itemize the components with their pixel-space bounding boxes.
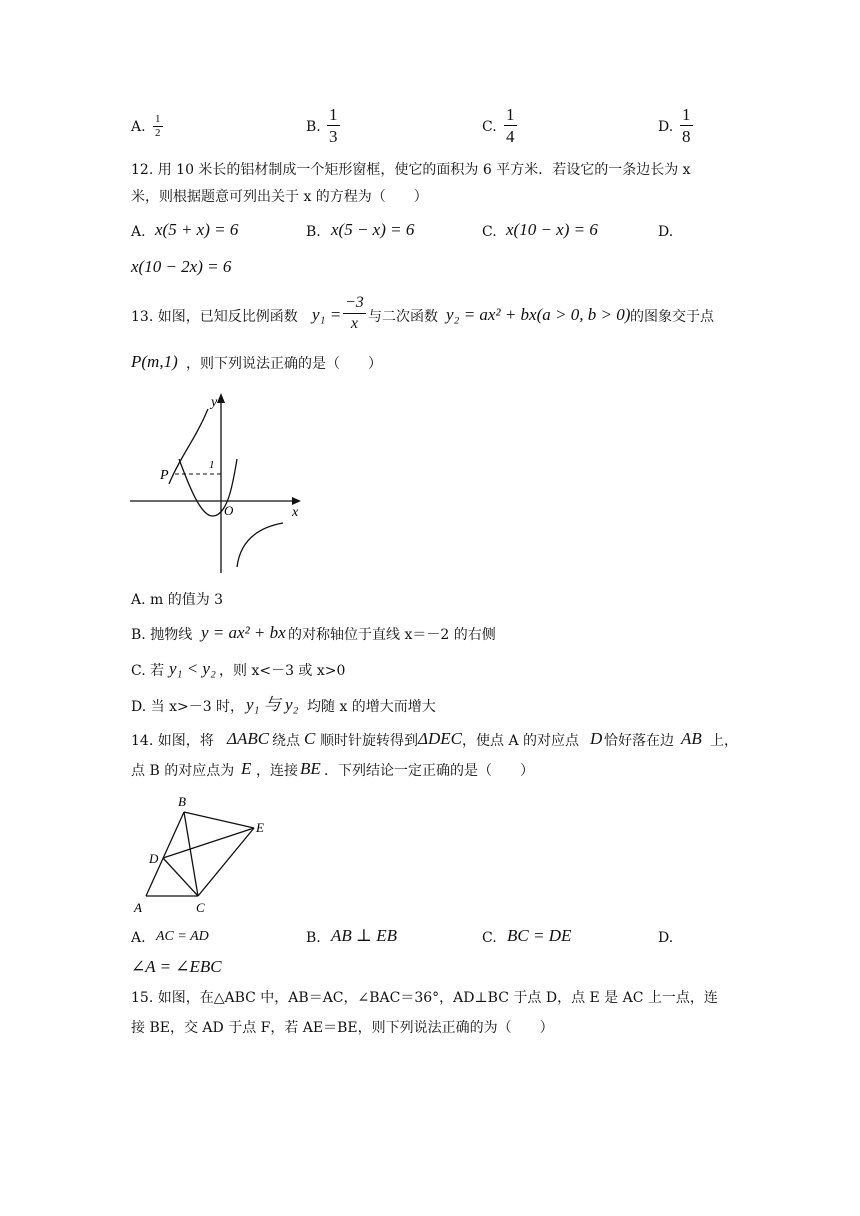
q14-stem-part5: 恰好落在边: [604, 733, 674, 749]
vertex-a-label: A: [134, 900, 142, 915]
vertex-e-label: E: [256, 820, 264, 835]
q12-option-a-label: A.: [131, 224, 146, 240]
segment-de: [163, 828, 254, 858]
q15-stem-line2: 接 BE，交 AD 于点 F，若 AE＝BE，则下列说法正确的为（ ）: [131, 1020, 554, 1036]
q11-option-d-label: D.: [658, 119, 674, 135]
q13-function-graph: [125, 385, 315, 580]
q11-d-numerator: 1: [682, 105, 691, 124]
q11-option-b-fraction: [327, 104, 340, 147]
q11-option-c-label: C.: [482, 119, 497, 135]
q13-fraction-numerator: −3: [343, 293, 366, 314]
q13-option-d-math: y₁ 与 y₂: [246, 695, 299, 714]
q13-option-c-math: y₁ < y₂: [169, 659, 216, 678]
tick-one-label: 1: [209, 459, 215, 471]
q13-y1-label: y₁ =: [312, 305, 342, 324]
vertex-c-label: C: [196, 900, 205, 915]
q13-stem-post: 的图象交于点: [630, 309, 714, 325]
q11-option-b-label: B.: [306, 119, 321, 135]
q14-point-d: D: [590, 729, 603, 748]
segment-ec: [198, 828, 254, 896]
q14-stem-part6: 上，: [710, 733, 738, 749]
q13-option-b-math: y = ax² + bx: [201, 623, 286, 642]
q12-stem-line2: 米，则根据题意可列出关于 x 的方程为（ ）: [131, 189, 428, 205]
q14-stem-line2-part2: ，连接: [256, 763, 298, 779]
q13-fraction-denominator: x: [350, 315, 358, 332]
q14-option-c-equation: BC = DE: [507, 926, 572, 945]
q14-option-a-equation: AC = AD: [156, 929, 209, 944]
q13-option-c-suffix: ，则 x<－3 或 x>0: [219, 663, 346, 679]
vertex-b-label: B: [178, 794, 186, 809]
q13-stem-line2: ，则下列说法正确的是（ ）: [186, 356, 382, 372]
q14-stem-part4: ，使点 A 的对应点: [462, 733, 580, 749]
q12-option-a-equation: x(5 + x) = 6: [155, 220, 239, 239]
y-axis-arrow-icon: [217, 393, 225, 403]
q11-b-numerator: 1: [329, 105, 338, 124]
q12-option-c-label: C.: [482, 224, 497, 240]
q14-option-b-label: B.: [306, 930, 321, 946]
q12-option-b-label: B.: [306, 224, 321, 240]
q14-segment-be: BE: [300, 759, 321, 778]
q11-c-numerator: 1: [506, 105, 515, 124]
q12-option-b-equation: x(5 − x) = 6: [331, 220, 415, 239]
q14-triangle-dec: ΔDEC: [418, 729, 462, 748]
segment-be: [184, 812, 254, 828]
q14-triangle-abc: ΔABC: [227, 729, 270, 748]
q13-option-b-suffix: 的对称轴位于直线 x＝－2 的右侧: [288, 627, 496, 643]
q14-point-c: C: [304, 729, 316, 748]
q14-stem-line2-part3: ．下列结论一定正确的是（ ）: [324, 763, 534, 779]
q11-b-denominator: 3: [329, 127, 338, 146]
q14-option-a-label: A.: [131, 930, 146, 946]
q13-stem-prefix: 13. 如图，已知反比例函数: [131, 309, 298, 325]
q11-option-a-label: A.: [131, 119, 146, 135]
q12-option-d-label: D.: [658, 224, 674, 240]
y-axis-label: y: [211, 395, 218, 410]
q12-option-c-equation: x(10 − x) = 6: [506, 220, 598, 239]
q11-a-denominator: 2: [155, 127, 161, 139]
q11-option-c-fraction: [504, 104, 517, 147]
q14-option-d-label: D.: [658, 930, 674, 946]
q13-option-a: A. m 的值为 3: [131, 592, 224, 608]
q14-stem-part1: 14. 如图，将: [131, 733, 214, 749]
q14-option-b-equation: AB ⊥ EB: [331, 926, 398, 945]
q15-stem-line1: 15. 如图，在△ABC 中，AB＝AC，∠BAC＝36°，AD⊥BC 于点 D，点 E 是 AC 上一点，连: [131, 990, 718, 1006]
point-p-label: P: [160, 468, 169, 483]
vertex-d-label: D: [149, 851, 159, 866]
hyperbola-left-branch: [169, 409, 208, 484]
x-axis-arrow-icon: [292, 497, 301, 505]
q11-c-denominator: 4: [506, 127, 515, 146]
q13-quadratic: y₂ = ax² + bx(a > 0, b > 0): [446, 305, 631, 324]
q13-point-p: P(m,1): [131, 352, 178, 371]
q14-segment-ab: AB: [681, 729, 702, 748]
q14-stem-part3: 顺时针旋转得到: [320, 733, 418, 749]
q13-inverse-fraction: [343, 293, 366, 334]
q14-rotation-figure: [130, 790, 280, 920]
q11-d-denominator: 8: [682, 127, 691, 146]
x-axis-label: x: [292, 505, 299, 520]
q12-stem-line1: 12. 用 10 米长的铝材制成一个矩形窗框，使它的面积为 6 平方米．若设它的一条边长为 x: [131, 162, 691, 178]
q13-option-b-prefix: B. 抛物线: [131, 627, 193, 643]
origin-label: O: [224, 503, 234, 518]
q11-option-a-fraction: [153, 113, 163, 140]
q14-stem-part2: 绕点: [272, 733, 300, 749]
q13-option-c-prefix: C. 若: [131, 663, 165, 679]
q14-option-d-equation: ∠A = ∠EBC: [131, 957, 222, 976]
q14-stem-line2-part1: 点 B 的对应点为: [131, 763, 235, 779]
q11-a-numerator: 1: [155, 113, 161, 125]
hyperbola-right-branch: [237, 523, 283, 567]
q12-option-d-equation: x(10 − 2x) = 6: [131, 257, 232, 276]
q13-option-d-suffix: 均随 x 的增大而增大: [307, 699, 436, 715]
q13-option-d-prefix: D. 当 x>－3 时，: [131, 699, 245, 715]
q11-option-d-fraction: [680, 104, 693, 147]
q14-point-e: E: [241, 759, 252, 778]
q14-option-c-label: C.: [482, 930, 497, 946]
q13-stem-mid: 与二次函数: [368, 309, 438, 325]
